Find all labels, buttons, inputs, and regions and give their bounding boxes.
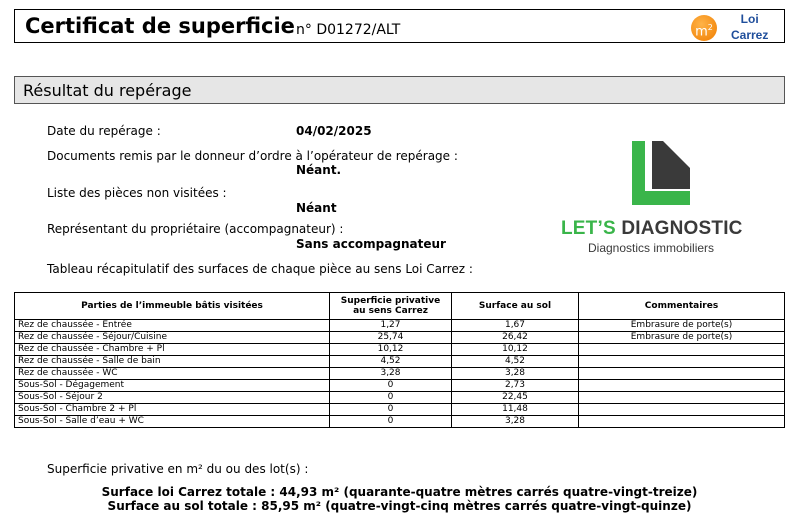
table-row [15, 320, 785, 332]
loi-carrez-line2: Carrez [731, 28, 769, 42]
table-row [15, 380, 785, 392]
room-cell: Rez de chaussée - Salle de bain [15, 356, 330, 368]
room-cell: Sous-Sol - Séjour 2 [15, 392, 330, 404]
m2-text: m [695, 24, 708, 40]
certificate-header [14, 9, 785, 43]
room-cell: Sous-Sol - Salle d’eau + WC [15, 416, 330, 428]
header-comments: Commentaires [579, 293, 785, 320]
carrez-total: Surface loi Carrez totale : 44,93 m² (quarante-quatre mètres carrés quatre-vingt-treize) [101, 485, 698, 499]
room-cell: Rez de chaussée - Chambre + Pl [15, 344, 330, 356]
header-floor-surface: Surface au sol [452, 293, 579, 320]
section-title: Résultat du repérage [23, 81, 192, 100]
table-row [15, 344, 785, 356]
comment-cell [579, 344, 785, 356]
surfaces-table [14, 292, 785, 428]
logo-wordmark-lets: LET’S [561, 218, 616, 239]
carrez-cell: 3,28 [330, 368, 452, 380]
carrez-cell: 0 [330, 392, 452, 404]
table-row [15, 368, 785, 380]
section-header [14, 76, 785, 104]
comment-cell: Embrasure de porte(s) [579, 332, 785, 344]
floor-cell: 10,12 [452, 344, 579, 356]
comment-cell [579, 404, 785, 416]
room-cell: Rez de chaussée - Entrée [15, 320, 330, 332]
room-cell: Sous-Sol - Chambre 2 + Pl [15, 404, 330, 416]
carrez-cell: 0 [330, 416, 452, 428]
table-row [15, 416, 785, 428]
floor-cell: 1,67 [452, 320, 579, 332]
carrez-cell: 1,27 [330, 320, 452, 332]
header-carrez: Superficie privative au sens Carrez [330, 293, 452, 320]
carrez-cell: 25,74 [330, 332, 452, 344]
comment-cell [579, 392, 785, 404]
floor-cell: 4,52 [452, 356, 579, 368]
floor-cell: 2,73 [452, 380, 579, 392]
date-label: Date du repérage : [47, 124, 161, 138]
certificate-number: n° D01272/ALT [296, 22, 401, 38]
room-cell: Sous-Sol - Dégagement [15, 380, 330, 392]
logo-wordmark [561, 218, 743, 240]
comment-cell [579, 368, 785, 380]
floor-cell: 26,42 [452, 332, 579, 344]
table-row [15, 392, 785, 404]
m2-icon [691, 15, 717, 41]
floor-cell: 3,28 [452, 368, 579, 380]
documents-value: Néant. [296, 163, 342, 177]
comment-cell [579, 380, 785, 392]
floor-cell: 3,28 [452, 416, 579, 428]
unvisited-rooms-value: Néant [296, 201, 337, 215]
room-cell: Rez de chaussée - Séjour/Cuisine [15, 332, 330, 344]
carrez-cell: 0 [330, 380, 452, 392]
table-row [15, 404, 785, 416]
carrez-cell: 0 [330, 404, 452, 416]
comment-cell: Embrasure de porte(s) [579, 320, 785, 332]
floor-total: Surface au sol totale : 85,95 m² (quatre-vingt-cinq mètres carrés quatre-vingt-quinze) [107, 499, 692, 513]
summary-label: Superficie privative en m² du ou des lot(s) : [47, 462, 309, 476]
m2-sup: 2 [707, 23, 713, 32]
comment-cell [579, 356, 785, 368]
documents-label: Documents remis par le donneur d’ordre à l’opérateur de repérage : [47, 149, 458, 163]
unvisited-rooms-label: Liste des pièces non visitées : [47, 186, 227, 200]
representative-value: Sans accompagnateur [296, 237, 446, 251]
carrez-cell: 10,12 [330, 344, 452, 356]
comment-cell [579, 416, 785, 428]
logo-tagline: Diagnostics immobiliers [588, 241, 715, 255]
table-row [15, 356, 785, 368]
certificate-title: Certificat de superficie [25, 14, 295, 38]
lets-diagnostic-logo-icon [632, 141, 690, 205]
loi-carrez-label [731, 11, 768, 43]
loi-carrez-line1: Loi [740, 12, 759, 26]
floor-cell: 22,45 [452, 392, 579, 404]
table-row [15, 332, 785, 344]
table-header-row [15, 293, 785, 320]
floor-cell: 11,48 [452, 404, 579, 416]
representative-label: Représentant du propriétaire (accompagnateur) : [47, 222, 344, 236]
room-cell: Rez de chaussée - WC [15, 368, 330, 380]
table-intro: Tableau récapitulatif des surfaces de chaque pièce au sens Loi Carrez : [47, 262, 473, 276]
header-parts: Parties de l’immeuble bâtis visitées [15, 293, 330, 320]
date-value: 04/02/2025 [296, 124, 372, 138]
carrez-cell: 4,52 [330, 356, 452, 368]
logo-wordmark-diagnostic: DIAGNOSTIC [615, 218, 743, 239]
